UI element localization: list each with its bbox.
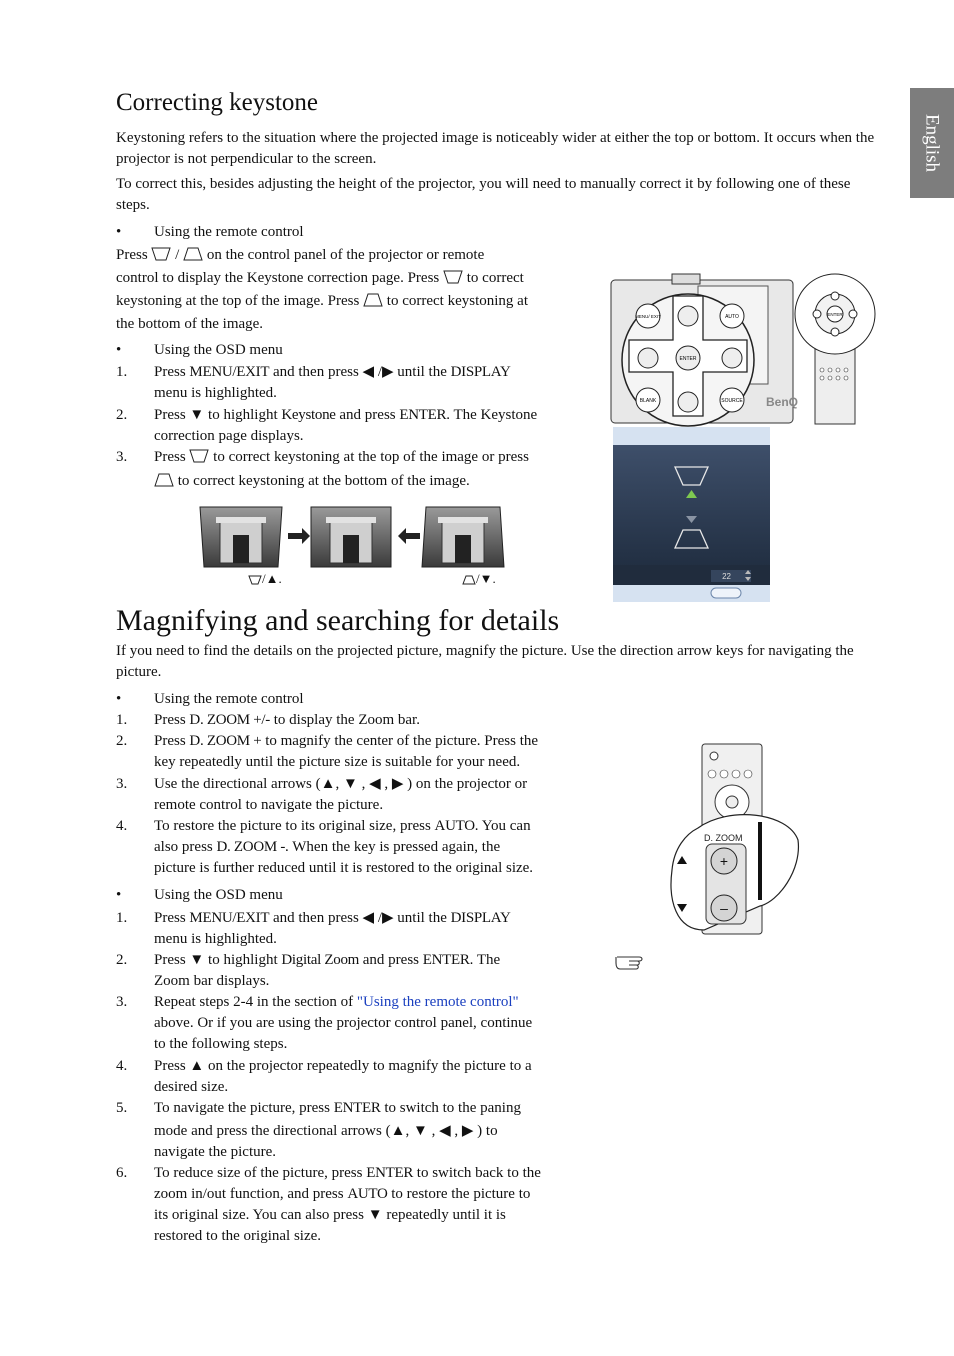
zoom-remote-step-1: 1. Press D. ZOOM +/- to display the Zoom bar. (116, 712, 420, 728)
up-arrow-icon: ▲ (390, 1123, 406, 1139)
right-arrow-icon: ▶ (461, 1123, 474, 1139)
using-remote-control-link[interactable]: "Using the remote control" (356, 994, 519, 1010)
svg-text:+: + (719, 853, 729, 869)
language-tab-label: English (921, 113, 943, 173)
zoom-remote-step-3: 3. Use the directional arrows (▲, ▼ , ◀ , ▶ ) on the projector or remote control to navigate the picture. (116, 776, 528, 813)
bullet-remote-zoom: • Using the remote control (116, 691, 304, 707)
keystone-intro-1: Keystoning refers to the situation where the projected image is noticeably wider at either the top or bottom. It occurs when the projector is not perpendicular to the screen. (116, 130, 875, 167)
svg-text:D. ZOOM: D. ZOOM (704, 833, 743, 843)
projector-control-panel-illustration (610, 272, 880, 427)
left-arrow-icon: ◀ (362, 364, 375, 380)
zoom-osd-step-3: 3. Repeat steps 2-4 in the section of "Using the remote control" above. Or if you are using the projector control panel, continue to the following steps. (116, 994, 533, 1052)
svg-text:AUTO: AUTO (725, 314, 739, 320)
svg-text:ENTER: ENTER (827, 312, 843, 317)
caption-top-keystone: /▲. (248, 568, 282, 589)
right-arrow-icon: ▶ (382, 364, 394, 380)
keystone-top-icon (151, 247, 171, 261)
svg-text:SOURCE: SOURCE (721, 398, 743, 404)
keystone-osd-step-1: 1. Press MENU/EXIT and then press ◀ /▶ until the DISPLAY menu is highlighted. (116, 364, 511, 401)
left-arrow-icon: ◀ (362, 910, 375, 926)
down-arrow-icon: ▼ (342, 776, 358, 792)
zoom-osd-step-2: 2. Press ▼ to highlight Digital Zoom and press ENTER. The Zoom bar displays. (116, 952, 501, 989)
section-title-keystone: Correcting keystone (116, 89, 319, 116)
remote-keystone-text: Press / on the control panel of the projector or remote control to display the Keystone correction page. Press to correct keystoning at the top of the image. Press to correct keystoning at the bottom of the image. (116, 247, 529, 332)
down-arrow-icon: ▼ (479, 571, 493, 586)
zoom-osd-step-6: 6. To reduce size of the picture, press ENTER to switch back to the zoom in/out function, and press AUTO to restore the picture to its original size. You can also press ▼ repeatedly until it is restored to the original size. (116, 1165, 541, 1244)
arrow-left-icon (398, 528, 420, 544)
note-hand-icon (615, 953, 649, 973)
up-arrow-icon: ▲ (265, 571, 279, 586)
down-arrow-icon: ▼ (189, 952, 205, 968)
svg-text:ENTER: ENTER (679, 356, 697, 362)
keystone-intro-2: To correct this, besides adjusting the height of the projector, you will need to manually correct it by following one of these steps. (116, 176, 851, 213)
svg-text:22: 22 (722, 572, 731, 581)
keystone-osd-screen (613, 427, 770, 602)
keystone-bottom-icon (183, 247, 203, 261)
up-arrow-icon: ▲ (320, 776, 336, 792)
keystone-top-icon (443, 270, 463, 284)
caption-bottom-keystone: /▼. (462, 568, 496, 589)
zoom-osd-step-4: 4. Press ▲ on the projector repeatedly to magnify the picture to a desired size. (116, 1058, 532, 1095)
keystone-before-bottom-image (422, 507, 504, 567)
svg-text:BLANK: BLANK (639, 398, 657, 404)
keystone-before-top-image (200, 507, 282, 567)
keystone-bottom-icon (462, 575, 476, 585)
up-arrow-icon: ▲ (189, 1058, 205, 1074)
section-title-zoom: Magnifying and searching for details (116, 604, 560, 637)
keystone-osd-step-3: 3. Press to correct keystoning at the top of the image or press to correct keystoning at the bottom of the image. (116, 449, 529, 489)
zoom-osd-step-1: 1. Press MENU/EXIT and then press ◀ /▶ until the DISPLAY menu is highlighted. (116, 910, 511, 947)
zoom-remote-step-4: 4. To restore the picture to its original size, press AUTO. You can also press D. ZOOM -. When the key is pressed again, the picture is further reduced until it is restored to the original size. (116, 818, 534, 876)
down-arrow-icon: ▼ (189, 407, 205, 423)
keystone-corrected-image (311, 507, 391, 567)
remote-dzoom-illustration (668, 740, 804, 936)
left-arrow-icon: ◀ (369, 776, 381, 792)
bullet-osd-zoom: • Using the OSD menu (116, 887, 283, 903)
keystone-top-icon (248, 575, 262, 585)
keystone-top-icon (189, 449, 209, 463)
right-arrow-icon: ▶ (382, 910, 394, 926)
svg-text:MENU/ EXIT: MENU/ EXIT (635, 314, 661, 319)
zoom-osd-step-5: 5. To navigate the picture, press ENTER to switch to the paning mode and press the directional arrows (▲, ▼ , ◀ , ▶ ) to navigate the picture. (116, 1100, 521, 1160)
language-tab (910, 88, 954, 198)
right-arrow-icon: ▶ (391, 776, 404, 792)
bullet-remote-keystone: • Using the remote control (116, 224, 304, 240)
zoom-remote-step-2: 2. Press D. ZOOM + to magnify the center of the picture. Press the key repeatedly until the picture size is suitable for your need. (116, 733, 539, 770)
svg-text:–: – (720, 900, 728, 916)
keystone-osd-step-2: 2. Press ▼ to highlight Keystone and press ENTER. The Keystone correction page displays. (116, 407, 538, 444)
keystone-bottom-icon (363, 293, 383, 307)
svg-text:BenQ: BenQ (766, 395, 799, 409)
keystone-bottom-icon (154, 473, 174, 487)
down-arrow-icon: ▼ (367, 1207, 383, 1223)
down-arrow-icon: ▼ (412, 1123, 428, 1139)
zoom-intro: If you need to find the details on the projected picture, magnify the picture. Use the direction arrow keys for navigating the picture. (116, 643, 854, 680)
arrow-right-icon (288, 528, 310, 544)
keystone-illustration (198, 505, 508, 575)
left-arrow-icon: ◀ (439, 1123, 451, 1139)
bullet-osd-keystone: • Using the OSD menu (116, 342, 283, 358)
